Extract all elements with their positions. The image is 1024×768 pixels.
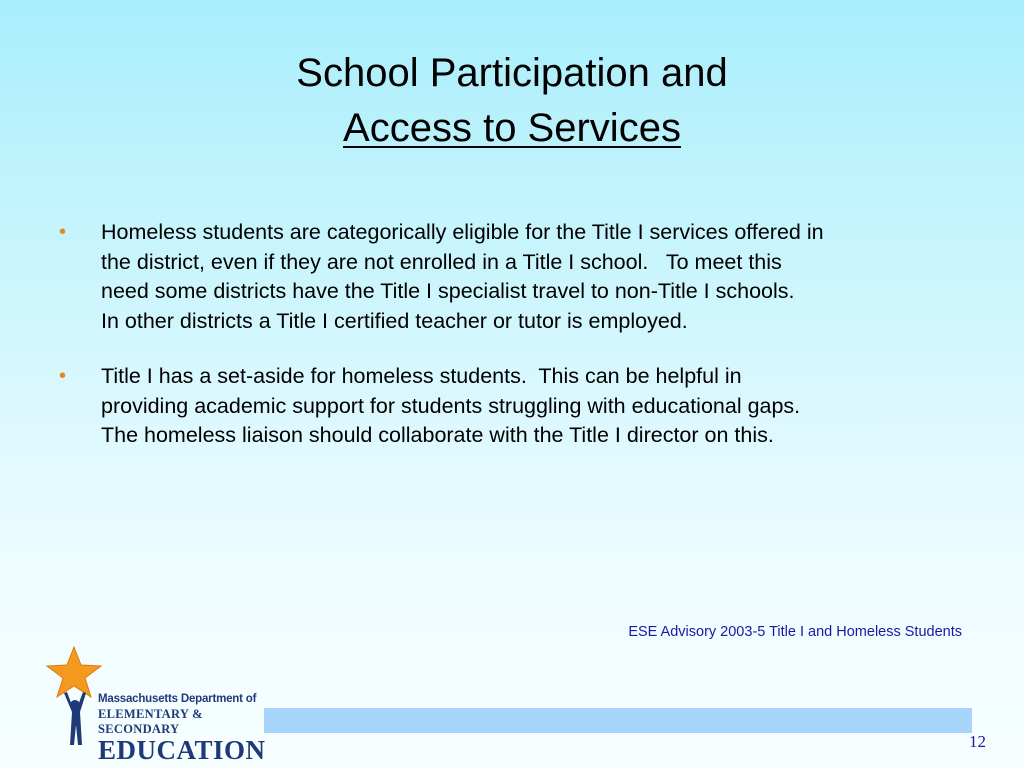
logo-line-1: Massachusetts Department of bbox=[98, 693, 257, 705]
bullet-list bbox=[55, 218, 975, 477]
title-line-1: School Participation and bbox=[296, 51, 728, 95]
bullet-1-line-2: the district, even if they are not enrolled in a Title I school. To meet this bbox=[101, 249, 782, 274]
bullet-2-line-3: The homeless liaison should collaborate with the Title I director on this. bbox=[101, 423, 774, 447]
title-line-2-text: Access to Services bbox=[343, 106, 681, 150]
star-person-icon bbox=[44, 645, 104, 755]
bullet-marker: • bbox=[59, 221, 67, 243]
bullet-1-line-1: Homeless students are categorically eligible for the Title I services offered in bbox=[101, 220, 824, 244]
slide-title bbox=[0, 46, 1024, 156]
logo-line-3: EDUCATION bbox=[98, 735, 266, 765]
citation-text: ESE Advisory 2003-5 Title I and Homeless Students bbox=[628, 624, 962, 640]
bullet-2-line-1: Title I has a set-aside for homeless students. This can be helpful in bbox=[101, 364, 742, 388]
bullet-marker: • bbox=[59, 365, 67, 387]
page-number: 12 bbox=[969, 732, 986, 751]
logo-text bbox=[98, 693, 266, 764]
bullet-1-line-4: In other districts a Title I certified teacher or tutor is employed. bbox=[101, 308, 688, 333]
bullet-1-line-3: need some districts have the Title I specialist travel to non-Title I schools. bbox=[101, 279, 795, 303]
title-line-2 bbox=[0, 101, 1024, 156]
bullet-item-1 bbox=[55, 218, 975, 336]
logo-line-2: ELEMENTARY & SECONDARY bbox=[98, 707, 203, 736]
ese-logo bbox=[44, 645, 266, 765]
bullet-item-2 bbox=[55, 362, 975, 451]
bullet-2-line-2: providing academic support for students struggling with educational gaps. bbox=[101, 393, 801, 418]
footer-bar bbox=[264, 708, 972, 733]
